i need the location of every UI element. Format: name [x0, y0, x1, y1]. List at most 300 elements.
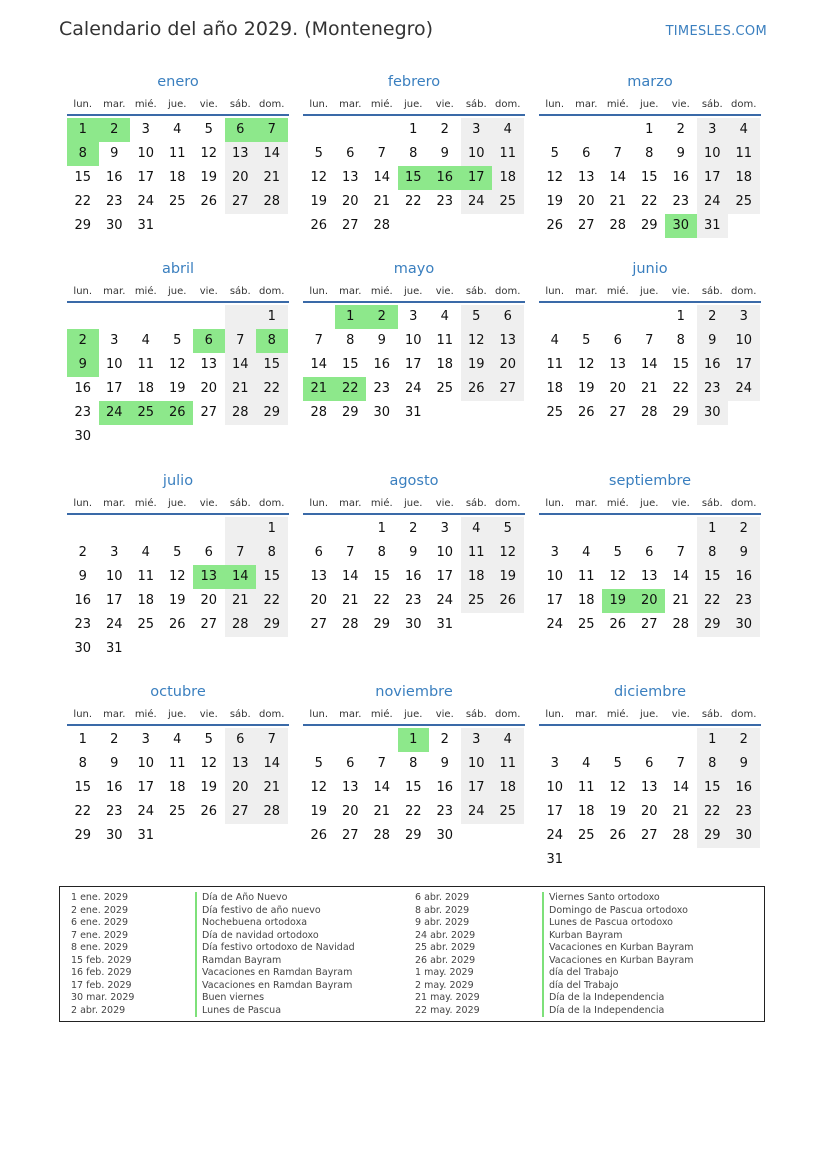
- holiday-date: 21 may. 2029: [415, 992, 480, 1003]
- week-row: [67, 800, 289, 824]
- day-cell: 11: [137, 569, 155, 584]
- day-cell: 27: [310, 617, 328, 632]
- holiday-date: 1 may. 2029: [415, 967, 474, 978]
- empty-cell: [225, 824, 257, 848]
- day-cell: 27: [200, 617, 218, 632]
- day-cell: 8: [256, 541, 288, 565]
- day-cell: 11: [436, 333, 454, 348]
- day-cell: 29: [404, 828, 422, 843]
- week-row: [539, 118, 761, 142]
- week-row: [67, 214, 289, 238]
- day-cell: 30: [728, 824, 760, 848]
- week-row: [539, 776, 761, 800]
- weekday-label: mié.: [134, 99, 157, 110]
- day-cell: 4: [550, 333, 559, 348]
- day-cell: 6: [193, 329, 225, 353]
- day-cell: 5: [550, 146, 559, 161]
- day-cell: 5: [613, 756, 622, 771]
- empty-cell: [335, 728, 367, 752]
- month-abril: [67, 259, 289, 449]
- day-cell: 15: [74, 780, 92, 795]
- weekday-label: mié.: [134, 709, 157, 720]
- week-row: [539, 401, 761, 425]
- holiday-name: Ramdan Bayram: [195, 955, 355, 968]
- day-cell: 7: [676, 545, 685, 560]
- day-cell: 21: [609, 194, 627, 209]
- empty-cell: [728, 214, 760, 238]
- day-cell: 8: [346, 333, 355, 348]
- holiday-name: Domingo de Pascua ortodoxo: [542, 905, 694, 918]
- week-row: [67, 565, 289, 589]
- empty-cell: [665, 848, 697, 872]
- weekday-label: vie.: [435, 498, 454, 509]
- day-cell: 13: [492, 329, 524, 353]
- weekday-label: lun.: [73, 709, 93, 720]
- day-cell: 4: [492, 728, 524, 752]
- empty-cell: [492, 401, 524, 425]
- day-cell: 2: [728, 728, 760, 752]
- day-cell: 19: [310, 804, 328, 819]
- day-cell: 12: [310, 780, 328, 795]
- day-cell: 25: [130, 401, 162, 425]
- day-cell: 25: [546, 405, 564, 420]
- empty-cell: [335, 118, 367, 142]
- day-cell: 9: [676, 146, 685, 161]
- weekday-header: [303, 705, 525, 726]
- day-cell: 1: [256, 305, 288, 329]
- day-cell: 23: [728, 800, 760, 824]
- day-cell: 13: [341, 780, 359, 795]
- week-row: [303, 329, 525, 353]
- day-cell: 26: [609, 617, 627, 632]
- day-cell: 6: [314, 545, 323, 560]
- month-name: septiembre: [608, 473, 692, 489]
- empty-cell: [162, 305, 194, 329]
- weekday-label: lun.: [73, 99, 93, 110]
- day-cell: 20: [200, 381, 218, 396]
- day-cell: 28: [373, 828, 391, 843]
- month-julio: [67, 471, 289, 661]
- day-cell: 15: [256, 565, 288, 589]
- empty-cell: [492, 613, 524, 637]
- day-cell: 7: [377, 146, 386, 161]
- holiday-date: 26 abr. 2029: [415, 954, 476, 966]
- day-cell: 19: [492, 565, 524, 589]
- week-row: [303, 776, 525, 800]
- day-cell: 15: [74, 170, 92, 185]
- day-cell: 11: [168, 756, 186, 771]
- weekday-label: jue.: [404, 709, 423, 720]
- weekday-label: mar.: [339, 286, 362, 297]
- month-name: mayo: [393, 261, 435, 277]
- day-cell: 28: [672, 617, 690, 632]
- day-cell: 29: [74, 828, 92, 843]
- day-cell: 7: [676, 756, 685, 771]
- week-row: [539, 142, 761, 166]
- day-cell: 17: [105, 593, 123, 608]
- empty-cell: [130, 517, 162, 541]
- weekday-label: sáb.: [465, 99, 487, 110]
- holiday-date: 8 ene. 2029: [71, 942, 128, 953]
- weekday-label: sáb.: [229, 286, 251, 297]
- day-cell: 18: [137, 381, 155, 396]
- week-row: [67, 166, 289, 190]
- weekday-label: mar.: [103, 286, 126, 297]
- day-cell: 24: [546, 828, 564, 843]
- day-cell: 7: [314, 333, 323, 348]
- day-cell: 13: [640, 780, 658, 795]
- day-cell: 15: [697, 776, 729, 800]
- week-row: [67, 613, 289, 637]
- day-cell: 24: [137, 804, 155, 819]
- empty-cell: [539, 728, 571, 752]
- day-cell: 16: [74, 593, 92, 608]
- day-cell: 11: [492, 142, 524, 166]
- day-cell: 21: [303, 377, 335, 401]
- empty-cell: [571, 848, 603, 872]
- weekday-label: lun.: [73, 498, 93, 509]
- day-cell: 25: [492, 800, 524, 824]
- weekday-label: mié.: [134, 498, 157, 509]
- empty-cell: [461, 824, 493, 848]
- month-septiembre: [539, 471, 761, 637]
- month-name: abril: [161, 261, 195, 277]
- day-cell: 3: [461, 118, 493, 142]
- holiday-name: Buen viernes: [195, 992, 355, 1005]
- weekday-header: [303, 95, 525, 116]
- holiday-dates-col-1: [71, 892, 134, 1017]
- day-cell: 7: [613, 146, 622, 161]
- day-cell: 18: [577, 804, 595, 819]
- holiday-dates-col-2: [415, 892, 480, 1017]
- day-cell: 5: [461, 305, 493, 329]
- day-cell: 12: [168, 569, 186, 584]
- day-cell: 2: [697, 305, 729, 329]
- empty-cell: [602, 517, 634, 541]
- weekday-label: sáb.: [229, 709, 251, 720]
- day-cell: 22: [256, 377, 288, 401]
- month-mayo: [303, 259, 525, 425]
- day-cell: 27: [200, 405, 218, 420]
- month-enero: [67, 72, 289, 238]
- day-cell: 28: [373, 218, 391, 233]
- day-cell: 14: [310, 357, 328, 372]
- day-cell: 26: [609, 828, 627, 843]
- month-name: julio: [162, 473, 194, 489]
- holiday-date: 6 ene. 2029: [71, 917, 128, 928]
- weekday-label: vie.: [671, 709, 690, 720]
- week-row: [303, 565, 525, 589]
- day-cell: 25: [137, 617, 155, 632]
- day-cell: 1: [645, 122, 654, 137]
- empty-cell: [335, 517, 367, 541]
- day-cell: 26: [461, 377, 493, 401]
- day-cell: 24: [404, 381, 422, 396]
- week-row: [67, 401, 289, 425]
- day-cell: 12: [609, 569, 627, 584]
- day-cell: 15: [404, 780, 422, 795]
- day-cell: 22: [640, 194, 658, 209]
- day-cell: 28: [310, 405, 328, 420]
- weekday-label: mar.: [575, 498, 598, 509]
- day-cell: 5: [582, 333, 591, 348]
- weekday-label: vie.: [435, 286, 454, 297]
- day-cell: 13: [225, 752, 257, 776]
- week-row: [303, 517, 525, 541]
- day-cell: 18: [546, 381, 564, 396]
- empty-cell: [461, 214, 493, 238]
- day-cell: 12: [310, 170, 328, 185]
- day-cell: 16: [429, 166, 461, 190]
- day-cell: 1: [398, 728, 430, 752]
- weekday-header: [67, 494, 289, 515]
- weekday-label: lun.: [545, 286, 565, 297]
- day-cell: 18: [577, 593, 595, 608]
- empty-cell: [539, 305, 571, 329]
- day-cell: 13: [341, 170, 359, 185]
- week-row: [67, 353, 289, 377]
- empty-cell: [665, 728, 697, 752]
- day-cell: 10: [546, 780, 564, 795]
- weekday-label: dom.: [495, 498, 521, 509]
- day-cell: 5: [314, 146, 323, 161]
- week-row: [539, 353, 761, 377]
- day-cell: 26: [200, 194, 218, 209]
- day-cell: 23: [672, 194, 690, 209]
- empty-cell: [225, 425, 257, 449]
- empty-cell: [256, 824, 288, 848]
- week-row: [67, 541, 289, 565]
- holiday-name: Nochebuena ortodoxa: [195, 917, 355, 930]
- day-cell: 26: [546, 218, 564, 233]
- weekday-header: [303, 494, 525, 515]
- empty-cell: [193, 305, 225, 329]
- holiday-name: Vacaciones en Kurban Bayram: [542, 942, 694, 955]
- empty-cell: [256, 637, 288, 661]
- week-row: [539, 589, 761, 613]
- day-cell: 14: [373, 780, 391, 795]
- day-cell: 10: [436, 545, 454, 560]
- day-cell: 19: [200, 170, 218, 185]
- day-cell: 8: [377, 545, 386, 560]
- week-row: [67, 142, 289, 166]
- day-cell: 20: [634, 589, 666, 613]
- day-cell: 18: [492, 166, 524, 190]
- day-cell: 6: [204, 545, 213, 560]
- holiday-date: 9 abr. 2029: [415, 917, 470, 928]
- day-cell: 8: [676, 333, 685, 348]
- empty-cell: [571, 728, 603, 752]
- day-cell: 31: [546, 852, 564, 867]
- week-row: [303, 752, 525, 776]
- day-cell: 6: [645, 545, 654, 560]
- day-cell: 3: [141, 122, 150, 137]
- day-cell: 9: [697, 329, 729, 353]
- day-cell: 16: [105, 170, 123, 185]
- day-cell: 25: [492, 190, 524, 214]
- day-cell: 24: [697, 190, 729, 214]
- day-cell: 27: [341, 828, 359, 843]
- empty-cell: [225, 305, 257, 329]
- day-cell: 19: [546, 194, 564, 209]
- empty-cell: [398, 214, 430, 238]
- holiday-date: 7 ene. 2029: [71, 929, 128, 941]
- week-row: [539, 541, 761, 565]
- day-cell: 7: [225, 541, 257, 565]
- site-link[interactable]: TIMESLES.COM: [665, 24, 767, 39]
- day-cell: 27: [341, 218, 359, 233]
- day-cell: 8: [256, 329, 288, 353]
- day-cell: 23: [74, 617, 92, 632]
- day-cell: 24: [436, 593, 454, 608]
- weekday-label: dom.: [731, 99, 757, 110]
- month-name: noviembre: [375, 684, 453, 700]
- day-cell: 11: [728, 142, 760, 166]
- day-cell: 30: [105, 218, 123, 233]
- day-cell: 14: [341, 569, 359, 584]
- day-cell: 5: [204, 122, 213, 137]
- weekday-label: dom.: [731, 709, 757, 720]
- month-febrero: [303, 72, 525, 238]
- day-cell: 23: [728, 589, 760, 613]
- day-cell: 30: [665, 214, 697, 238]
- day-cell: 22: [404, 194, 422, 209]
- day-cell: 6: [225, 118, 257, 142]
- week-row: [303, 824, 525, 848]
- day-cell: 14: [373, 170, 391, 185]
- empty-cell: [602, 848, 634, 872]
- day-cell: 24: [137, 194, 155, 209]
- day-cell: 12: [200, 756, 218, 771]
- week-row: [67, 118, 289, 142]
- weekday-label: dom.: [259, 286, 285, 297]
- day-cell: 26: [162, 401, 194, 425]
- day-cell: 6: [492, 305, 524, 329]
- day-cell: 17: [436, 569, 454, 584]
- week-row: [303, 541, 525, 565]
- weekday-label: sáb.: [465, 709, 487, 720]
- weekday-label: mar.: [575, 99, 598, 110]
- day-cell: 1: [409, 122, 418, 137]
- weekday-label: vie.: [671, 498, 690, 509]
- day-cell: 27: [640, 617, 658, 632]
- day-cell: 16: [105, 780, 123, 795]
- day-cell: 10: [728, 329, 760, 353]
- weekday-label: sáb.: [465, 498, 487, 509]
- weekday-label: dom.: [259, 709, 285, 720]
- day-cell: 7: [346, 545, 355, 560]
- day-cell: 2: [676, 122, 685, 137]
- day-cell: 10: [697, 142, 729, 166]
- day-cell: 30: [436, 828, 454, 843]
- day-cell: 29: [341, 405, 359, 420]
- day-cell: 24: [546, 617, 564, 632]
- day-cell: 8: [78, 756, 87, 771]
- day-cell: 20: [640, 804, 658, 819]
- day-cell: 6: [645, 756, 654, 771]
- weekday-label: lun.: [73, 286, 93, 297]
- weekday-label: jue.: [168, 99, 187, 110]
- month-agosto: [303, 471, 525, 637]
- empty-cell: [67, 517, 99, 541]
- day-cell: 10: [546, 569, 564, 584]
- weekday-label: vie.: [199, 286, 218, 297]
- weekday-label: vie.: [199, 99, 218, 110]
- day-cell: 19: [577, 381, 595, 396]
- day-cell: 21: [225, 589, 257, 613]
- weekday-header: [303, 282, 525, 303]
- empty-cell: [162, 517, 194, 541]
- day-cell: 26: [577, 405, 595, 420]
- empty-cell: [162, 824, 194, 848]
- day-cell: 18: [137, 593, 155, 608]
- day-cell: 8: [697, 541, 729, 565]
- day-cell: 21: [640, 381, 658, 396]
- day-cell: 1: [676, 309, 685, 324]
- day-cell: 28: [341, 617, 359, 632]
- empty-cell: [303, 728, 335, 752]
- day-cell: 25: [728, 190, 760, 214]
- day-cell: 16: [697, 353, 729, 377]
- day-cell: 4: [173, 732, 182, 747]
- weekday-label: jue.: [640, 99, 659, 110]
- week-row: [539, 728, 761, 752]
- empty-cell: [429, 214, 461, 238]
- empty-cell: [571, 118, 603, 142]
- day-cell: 10: [105, 569, 123, 584]
- week-row: [539, 517, 761, 541]
- day-cell: 6: [613, 333, 622, 348]
- weekday-label: lun.: [309, 498, 329, 509]
- month-octubre: [67, 682, 289, 848]
- week-row: [303, 118, 525, 142]
- day-cell: 14: [256, 142, 288, 166]
- empty-cell: [193, 637, 225, 661]
- day-cell: 5: [613, 545, 622, 560]
- day-cell: 17: [697, 166, 729, 190]
- week-row: [67, 190, 289, 214]
- week-row: [303, 401, 525, 425]
- day-cell: 8: [409, 756, 418, 771]
- weekday-label: jue.: [404, 286, 423, 297]
- empty-cell: [492, 214, 524, 238]
- holiday-date: 2 ene. 2029: [71, 904, 128, 916]
- holiday-name: día del Trabajo: [542, 967, 694, 980]
- day-cell: 26: [492, 589, 524, 613]
- day-cell: 5: [492, 517, 524, 541]
- weekday-label: vie.: [199, 709, 218, 720]
- month-diciembre: [539, 682, 761, 872]
- weekday-label: mié.: [370, 99, 393, 110]
- day-cell: 24: [461, 190, 493, 214]
- day-cell: 28: [225, 401, 257, 425]
- day-cell: 30: [74, 429, 92, 444]
- day-cell: 27: [225, 190, 257, 214]
- empty-cell: [225, 214, 257, 238]
- holiday-name: Kurban Bayram: [542, 930, 694, 943]
- empty-cell: [634, 848, 666, 872]
- day-cell: 19: [310, 194, 328, 209]
- day-cell: 28: [256, 800, 288, 824]
- holiday-name: Día de la Independencia: [542, 1005, 694, 1018]
- day-cell: 19: [609, 804, 627, 819]
- day-cell: 5: [314, 756, 323, 771]
- weekday-header: [539, 705, 761, 726]
- day-cell: 21: [225, 377, 257, 401]
- week-row: [539, 166, 761, 190]
- month-marzo: [539, 72, 761, 238]
- day-cell: 8: [409, 146, 418, 161]
